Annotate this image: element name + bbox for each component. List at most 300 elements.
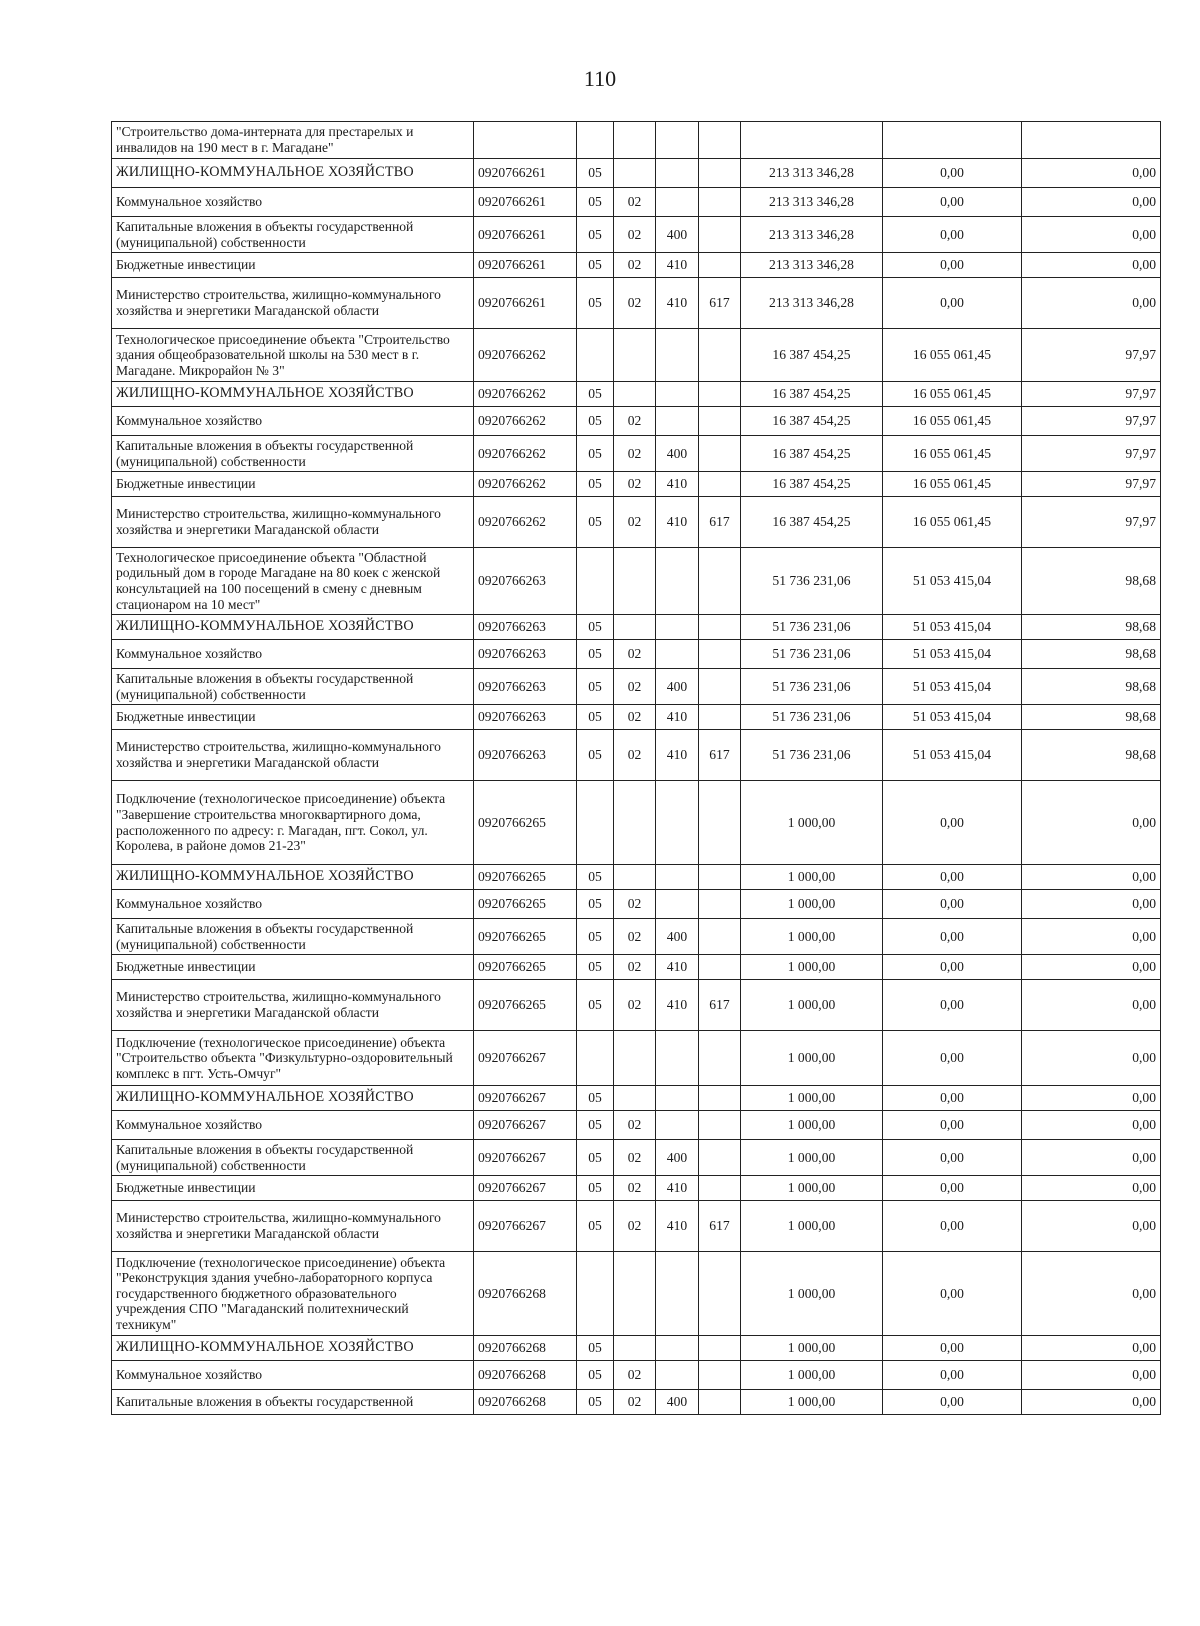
row-expense-type-cell: 400 (656, 436, 699, 472)
row-expense-type-cell (656, 159, 699, 188)
row-executed-amount-cell: 51 053 415,04 (883, 705, 1022, 730)
row-name-cell: Бюджетные инвестиции (112, 705, 474, 730)
table-row (112, 669, 1161, 705)
table-row (112, 730, 1161, 781)
table-row (112, 278, 1161, 329)
row-administrator-cell (699, 1140, 741, 1176)
row-expense-type-cell: 410 (656, 1201, 699, 1252)
row-subsection-cell: 02 (614, 188, 656, 217)
row-execution-percent-cell: 0,00 (1022, 159, 1161, 188)
row-administrator-cell (699, 640, 741, 669)
row-section-cell: 05 (577, 472, 614, 497)
row-execution-percent-cell: 98,68 (1022, 669, 1161, 705)
row-executed-amount-cell: 0,00 (883, 1176, 1022, 1201)
row-expense-type-cell: 410 (656, 472, 699, 497)
row-expense-type-cell: 410 (656, 497, 699, 548)
row-expense-type-cell: 410 (656, 705, 699, 730)
row-planned-amount-cell: 1 000,00 (741, 1176, 883, 1201)
row-execution-percent-cell: 0,00 (1022, 1361, 1161, 1390)
row-section-cell: 05 (577, 1361, 614, 1390)
row-code-cell: 0920766265 (474, 865, 577, 890)
row-name-cell: Министерство строительства, жилищно-коммунального хозяйства и энергетики Магаданской области (112, 730, 474, 781)
row-expense-type-cell (656, 548, 699, 615)
row-execution-percent-cell: 97,97 (1022, 329, 1161, 382)
row-code-cell: 0920766265 (474, 890, 577, 919)
row-planned-amount-cell: 1 000,00 (741, 980, 883, 1031)
row-name-cell: Технологическое присоединение объекта "Областной родильный дом в городе Магадане на 80 коек с женской консультацией на 100 посещений в смену с дневным стационаром на 10 мест" (112, 548, 474, 615)
row-code-cell: 0920766263 (474, 730, 577, 781)
row-name-cell: Подключение (технологическое присоединение) объекта "Завершение строительства многоквартирного дома, расположенного по адресу: г. Магадан, пгт. Сокол, ул. Королева, в районе домов 21-23" (112, 781, 474, 865)
row-name-cell: Бюджетные инвестиции (112, 955, 474, 980)
row-expense-type-cell (656, 1336, 699, 1361)
row-executed-amount-cell: 0,00 (883, 1252, 1022, 1336)
table-row (112, 1201, 1161, 1252)
row-planned-amount-cell: 51 736 231,06 (741, 548, 883, 615)
row-execution-percent-cell: 0,00 (1022, 1140, 1161, 1176)
table-row (112, 472, 1161, 497)
row-section-cell: 05 (577, 669, 614, 705)
row-executed-amount-cell: 0,00 (883, 1086, 1022, 1111)
row-planned-amount-cell: 1 000,00 (741, 1111, 883, 1140)
row-subsection-cell (614, 548, 656, 615)
row-administrator-cell (699, 1086, 741, 1111)
row-administrator-cell (699, 890, 741, 919)
row-expense-type-cell (656, 1361, 699, 1390)
row-expense-type-cell: 400 (656, 1140, 699, 1176)
row-name-cell: Капитальные вложения в объекты государственной (муниципальной) собственности (112, 919, 474, 955)
row-code-cell: 0920766268 (474, 1390, 577, 1415)
row-executed-amount-cell: 16 055 061,45 (883, 472, 1022, 497)
row-subsection-cell: 02 (614, 1140, 656, 1176)
row-executed-amount-cell: 0,00 (883, 1390, 1022, 1415)
table-row (112, 705, 1161, 730)
table-row (112, 980, 1161, 1031)
row-subsection-cell: 02 (614, 980, 656, 1031)
row-administrator-cell: 617 (699, 278, 741, 329)
row-subsection-cell (614, 1031, 656, 1086)
table-row (112, 122, 1161, 159)
row-executed-amount-cell: 0,00 (883, 919, 1022, 955)
row-execution-percent-cell: 98,68 (1022, 548, 1161, 615)
row-execution-percent-cell: 0,00 (1022, 919, 1161, 955)
row-section-cell: 05 (577, 1336, 614, 1361)
row-executed-amount-cell: 51 053 415,04 (883, 548, 1022, 615)
row-administrator-cell (699, 329, 741, 382)
row-subsection-cell: 02 (614, 669, 656, 705)
row-executed-amount-cell: 0,00 (883, 188, 1022, 217)
row-expense-type-cell (656, 890, 699, 919)
row-executed-amount-cell: 0,00 (883, 278, 1022, 329)
row-executed-amount-cell: 0,00 (883, 253, 1022, 278)
row-administrator-cell (699, 159, 741, 188)
row-subsection-cell: 02 (614, 497, 656, 548)
budget-table (111, 121, 1161, 1415)
row-code-cell: 0920766262 (474, 436, 577, 472)
row-name-cell: Министерство строительства, жилищно-коммунального хозяйства и энергетики Магаданской области (112, 980, 474, 1031)
row-code-cell: 0920766261 (474, 217, 577, 253)
row-subsection-cell (614, 329, 656, 382)
row-expense-type-cell (656, 1111, 699, 1140)
row-executed-amount-cell: 0,00 (883, 159, 1022, 188)
row-execution-percent-cell: 97,97 (1022, 407, 1161, 436)
row-execution-percent-cell: 98,68 (1022, 730, 1161, 781)
table-row (112, 407, 1161, 436)
row-administrator-cell (699, 188, 741, 217)
row-administrator-cell (699, 865, 741, 890)
row-planned-amount-cell: 16 387 454,25 (741, 436, 883, 472)
row-name-cell: Капитальные вложения в объекты государственной (муниципальной) собственности (112, 1140, 474, 1176)
row-code-cell: 0920766268 (474, 1361, 577, 1390)
row-subsection-cell: 02 (614, 730, 656, 781)
row-section-cell (577, 329, 614, 382)
row-subsection-cell: 02 (614, 217, 656, 253)
row-execution-percent-cell: 0,00 (1022, 890, 1161, 919)
row-administrator-cell: 617 (699, 730, 741, 781)
budget-table-body (112, 122, 1161, 1415)
row-executed-amount-cell: 0,00 (883, 1336, 1022, 1361)
row-code-cell: 0920766262 (474, 497, 577, 548)
row-planned-amount-cell: 213 313 346,28 (741, 278, 883, 329)
table-row (112, 217, 1161, 253)
row-executed-amount-cell: 0,00 (883, 1111, 1022, 1140)
row-name-cell: Коммунальное хозяйство (112, 640, 474, 669)
row-expense-type-cell (656, 615, 699, 640)
row-administrator-cell (699, 1336, 741, 1361)
row-code-cell: 0920766262 (474, 382, 577, 407)
row-name-cell: Коммунальное хозяйство (112, 890, 474, 919)
row-planned-amount-cell: 1 000,00 (741, 1252, 883, 1336)
row-expense-type-cell (656, 640, 699, 669)
row-execution-percent-cell: 97,97 (1022, 436, 1161, 472)
table-row (112, 253, 1161, 278)
row-execution-percent-cell: 97,97 (1022, 382, 1161, 407)
row-code-cell: 0920766268 (474, 1252, 577, 1336)
row-administrator-cell (699, 615, 741, 640)
row-subsection-cell: 02 (614, 1176, 656, 1201)
row-code-cell: 0920766265 (474, 781, 577, 865)
row-execution-percent-cell: 0,00 (1022, 865, 1161, 890)
row-subsection-cell: 02 (614, 436, 656, 472)
row-name-cell: Капитальные вложения в объекты государственной (112, 1390, 474, 1415)
row-planned-amount-cell: 1 000,00 (741, 781, 883, 865)
row-name-cell: "Строительство дома-интерната для престарелых и инвалидов на 190 мест в г. Магадане" (112, 122, 474, 159)
row-expense-type-cell: 410 (656, 730, 699, 781)
row-name-cell: Капитальные вложения в объекты государственной (муниципальной) собственности (112, 669, 474, 705)
row-name-cell: Коммунальное хозяйство (112, 188, 474, 217)
row-code-cell: 0920766262 (474, 329, 577, 382)
row-expense-type-cell: 400 (656, 217, 699, 253)
row-code-cell: 0920766265 (474, 919, 577, 955)
row-section-cell: 05 (577, 705, 614, 730)
row-expense-type-cell (656, 329, 699, 382)
row-code-cell: 0920766261 (474, 159, 577, 188)
row-planned-amount-cell: 1 000,00 (741, 890, 883, 919)
row-code-cell: 0920766267 (474, 1201, 577, 1252)
row-section-cell: 05 (577, 382, 614, 407)
row-section-cell: 05 (577, 278, 614, 329)
table-row (112, 1252, 1161, 1336)
row-executed-amount-cell: 16 055 061,45 (883, 436, 1022, 472)
table-row (112, 159, 1161, 188)
row-name-cell: Коммунальное хозяйство (112, 407, 474, 436)
row-execution-percent-cell: 0,00 (1022, 1252, 1161, 1336)
row-planned-amount-cell (741, 122, 883, 159)
row-subsection-cell: 02 (614, 890, 656, 919)
row-planned-amount-cell: 1 000,00 (741, 1031, 883, 1086)
row-section-cell: 05 (577, 980, 614, 1031)
row-section-cell: 05 (577, 1140, 614, 1176)
row-execution-percent-cell: 0,00 (1022, 1031, 1161, 1086)
row-executed-amount-cell: 51 053 415,04 (883, 640, 1022, 669)
row-administrator-cell (699, 472, 741, 497)
row-section-cell (577, 781, 614, 865)
row-planned-amount-cell: 16 387 454,25 (741, 382, 883, 407)
row-administrator-cell (699, 1031, 741, 1086)
row-section-cell: 05 (577, 217, 614, 253)
row-subsection-cell (614, 865, 656, 890)
row-planned-amount-cell: 51 736 231,06 (741, 705, 883, 730)
row-section-cell: 05 (577, 890, 614, 919)
row-planned-amount-cell: 51 736 231,06 (741, 615, 883, 640)
row-subsection-cell: 02 (614, 253, 656, 278)
row-planned-amount-cell: 213 313 346,28 (741, 159, 883, 188)
table-row (112, 1140, 1161, 1176)
row-planned-amount-cell: 16 387 454,25 (741, 329, 883, 382)
row-planned-amount-cell: 1 000,00 (741, 1201, 883, 1252)
row-subsection-cell (614, 1252, 656, 1336)
table-row (112, 329, 1161, 382)
row-administrator-cell (699, 781, 741, 865)
row-administrator-cell (699, 217, 741, 253)
row-section-cell: 05 (577, 436, 614, 472)
row-name-cell: Министерство строительства, жилищно-коммунального хозяйства и энергетики Магаданской области (112, 497, 474, 548)
table-row (112, 640, 1161, 669)
row-executed-amount-cell: 0,00 (883, 1140, 1022, 1176)
row-subsection-cell: 02 (614, 278, 656, 329)
row-subsection-cell: 02 (614, 1111, 656, 1140)
row-code-cell: 0920766265 (474, 955, 577, 980)
row-executed-amount-cell: 0,00 (883, 1361, 1022, 1390)
row-administrator-cell (699, 955, 741, 980)
row-planned-amount-cell: 1 000,00 (741, 1361, 883, 1390)
table-row (112, 1031, 1161, 1086)
row-name-cell: Коммунальное хозяйство (112, 1111, 474, 1140)
row-name-cell: Бюджетные инвестиции (112, 472, 474, 497)
row-expense-type-cell (656, 382, 699, 407)
row-executed-amount-cell: 0,00 (883, 1031, 1022, 1086)
row-section-cell: 05 (577, 253, 614, 278)
row-section-cell (577, 548, 614, 615)
row-section-cell (577, 1252, 614, 1336)
row-planned-amount-cell: 1 000,00 (741, 919, 883, 955)
row-execution-percent-cell: 98,68 (1022, 705, 1161, 730)
row-subsection-cell (614, 615, 656, 640)
row-expense-type-cell (656, 122, 699, 159)
row-section-cell: 05 (577, 1176, 614, 1201)
row-name-cell: Капитальные вложения в объекты государственной (муниципальной) собственности (112, 436, 474, 472)
row-name-cell: ЖИЛИЩНО-КОММУНАЛЬНОЕ ХОЗЯЙСТВО (112, 865, 474, 890)
row-code-cell (474, 122, 577, 159)
row-planned-amount-cell: 51 736 231,06 (741, 730, 883, 781)
row-executed-amount-cell: 16 055 061,45 (883, 407, 1022, 436)
row-expense-type-cell: 400 (656, 669, 699, 705)
row-execution-percent-cell: 0,00 (1022, 980, 1161, 1031)
row-subsection-cell: 02 (614, 1361, 656, 1390)
row-expense-type-cell: 400 (656, 919, 699, 955)
row-administrator-cell (699, 705, 741, 730)
row-name-cell: Подключение (технологическое присоединение) объекта "Строительство объекта "Физкультурно-оздоровительный комплекс в пгт. Усть-Омчуг" (112, 1031, 474, 1086)
row-section-cell: 05 (577, 1111, 614, 1140)
row-execution-percent-cell: 98,68 (1022, 640, 1161, 669)
row-subsection-cell: 02 (614, 705, 656, 730)
row-expense-type-cell (656, 407, 699, 436)
table-row (112, 1361, 1161, 1390)
row-planned-amount-cell: 1 000,00 (741, 1336, 883, 1361)
row-planned-amount-cell: 16 387 454,25 (741, 497, 883, 548)
row-subsection-cell (614, 382, 656, 407)
row-execution-percent-cell: 0,00 (1022, 1111, 1161, 1140)
row-expense-type-cell (656, 781, 699, 865)
row-administrator-cell (699, 407, 741, 436)
row-name-cell: Министерство строительства, жилищно-коммунального хозяйства и энергетики Магаданской области (112, 1201, 474, 1252)
row-code-cell: 0920766261 (474, 188, 577, 217)
row-section-cell: 05 (577, 159, 614, 188)
row-subsection-cell (614, 122, 656, 159)
row-name-cell: Технологическое присоединение объекта "Строительство здания общеобразовательной школы на 530 мест в г. Магадане. Микрорайон № 3" (112, 329, 474, 382)
row-subsection-cell: 02 (614, 1390, 656, 1415)
table-row (112, 188, 1161, 217)
row-section-cell: 05 (577, 615, 614, 640)
row-executed-amount-cell: 51 053 415,04 (883, 615, 1022, 640)
row-expense-type-cell: 410 (656, 955, 699, 980)
table-row (112, 497, 1161, 548)
row-execution-percent-cell: 0,00 (1022, 1336, 1161, 1361)
row-administrator-cell (699, 1111, 741, 1140)
row-planned-amount-cell: 51 736 231,06 (741, 669, 883, 705)
table-row (112, 382, 1161, 407)
row-expense-type-cell: 410 (656, 278, 699, 329)
row-section-cell: 05 (577, 919, 614, 955)
row-section-cell: 05 (577, 497, 614, 548)
row-executed-amount-cell: 0,00 (883, 1201, 1022, 1252)
row-subsection-cell (614, 1086, 656, 1111)
row-code-cell: 0920766268 (474, 1336, 577, 1361)
row-name-cell: Коммунальное хозяйство (112, 1361, 474, 1390)
row-administrator-cell: 617 (699, 1201, 741, 1252)
table-row (112, 436, 1161, 472)
row-section-cell (577, 1031, 614, 1086)
row-planned-amount-cell: 1 000,00 (741, 955, 883, 980)
table-row (112, 919, 1161, 955)
row-name-cell: Капитальные вложения в объекты государственной (муниципальной) собственности (112, 217, 474, 253)
row-administrator-cell (699, 669, 741, 705)
row-administrator-cell (699, 122, 741, 159)
row-code-cell: 0920766262 (474, 472, 577, 497)
row-planned-amount-cell: 213 313 346,28 (741, 188, 883, 217)
row-planned-amount-cell: 213 313 346,28 (741, 217, 883, 253)
row-expense-type-cell: 410 (656, 253, 699, 278)
row-section-cell: 05 (577, 1390, 614, 1415)
row-administrator-cell (699, 1390, 741, 1415)
row-executed-amount-cell: 16 055 061,45 (883, 329, 1022, 382)
row-administrator-cell: 617 (699, 980, 741, 1031)
row-code-cell: 0920766263 (474, 640, 577, 669)
row-execution-percent-cell: 0,00 (1022, 278, 1161, 329)
row-subsection-cell (614, 159, 656, 188)
row-code-cell: 0920766267 (474, 1111, 577, 1140)
row-executed-amount-cell: 51 053 415,04 (883, 669, 1022, 705)
table-row (112, 865, 1161, 890)
row-name-cell: ЖИЛИЩНО-КОММУНАЛЬНОЕ ХОЗЯЙСТВО (112, 1336, 474, 1361)
row-name-cell: ЖИЛИЩНО-КОММУНАЛЬНОЕ ХОЗЯЙСТВО (112, 159, 474, 188)
row-section-cell (577, 122, 614, 159)
row-section-cell: 05 (577, 955, 614, 980)
row-administrator-cell (699, 548, 741, 615)
row-name-cell: ЖИЛИЩНО-КОММУНАЛЬНОЕ ХОЗЯЙСТВО (112, 1086, 474, 1111)
row-name-cell: ЖИЛИЩНО-КОММУНАЛЬНОЕ ХОЗЯЙСТВО (112, 615, 474, 640)
row-execution-percent-cell: 97,97 (1022, 497, 1161, 548)
row-name-cell: Бюджетные инвестиции (112, 253, 474, 278)
row-section-cell: 05 (577, 730, 614, 781)
row-subsection-cell (614, 781, 656, 865)
row-planned-amount-cell: 213 313 346,28 (741, 253, 883, 278)
row-name-cell: ЖИЛИЩНО-КОММУНАЛЬНОЕ ХОЗЯЙСТВО (112, 382, 474, 407)
row-planned-amount-cell: 1 000,00 (741, 1390, 883, 1415)
table-row (112, 955, 1161, 980)
row-administrator-cell (699, 1361, 741, 1390)
table-row (112, 1336, 1161, 1361)
row-section-cell: 05 (577, 188, 614, 217)
row-subsection-cell: 02 (614, 640, 656, 669)
row-administrator-cell: 617 (699, 497, 741, 548)
row-execution-percent-cell: 98,68 (1022, 615, 1161, 640)
table-row (112, 1390, 1161, 1415)
row-section-cell: 05 (577, 1201, 614, 1252)
row-expense-type-cell: 410 (656, 980, 699, 1031)
row-code-cell: 0920766265 (474, 980, 577, 1031)
row-code-cell: 0920766263 (474, 669, 577, 705)
row-administrator-cell (699, 253, 741, 278)
row-subsection-cell: 02 (614, 1201, 656, 1252)
row-executed-amount-cell: 16 055 061,45 (883, 497, 1022, 548)
row-planned-amount-cell: 16 387 454,25 (741, 407, 883, 436)
table-row (112, 1176, 1161, 1201)
row-expense-type-cell (656, 1086, 699, 1111)
row-subsection-cell: 02 (614, 407, 656, 436)
row-executed-amount-cell: 16 055 061,45 (883, 382, 1022, 407)
table-row (112, 890, 1161, 919)
row-execution-percent-cell: 0,00 (1022, 253, 1161, 278)
row-code-cell: 0920766267 (474, 1176, 577, 1201)
row-executed-amount-cell: 0,00 (883, 890, 1022, 919)
row-subsection-cell (614, 1336, 656, 1361)
row-code-cell: 0920766267 (474, 1086, 577, 1111)
row-subsection-cell: 02 (614, 472, 656, 497)
row-code-cell: 0920766267 (474, 1031, 577, 1086)
row-administrator-cell (699, 1176, 741, 1201)
row-code-cell: 0920766267 (474, 1140, 577, 1176)
row-execution-percent-cell (1022, 122, 1161, 159)
row-planned-amount-cell: 16 387 454,25 (741, 472, 883, 497)
row-administrator-cell (699, 1252, 741, 1336)
row-administrator-cell (699, 919, 741, 955)
row-name-cell: Подключение (технологическое присоединение) объекта "Реконструкция здания учебно-лабораторного корпуса государственного бюджетного образовательного учреждения СПО "Магаданский политехнический техникум" (112, 1252, 474, 1336)
row-name-cell: Министерство строительства, жилищно-коммунального хозяйства и энергетики Магаданской области (112, 278, 474, 329)
row-executed-amount-cell: 0,00 (883, 955, 1022, 980)
table-row (112, 615, 1161, 640)
row-code-cell: 0920766261 (474, 278, 577, 329)
row-execution-percent-cell: 0,00 (1022, 188, 1161, 217)
